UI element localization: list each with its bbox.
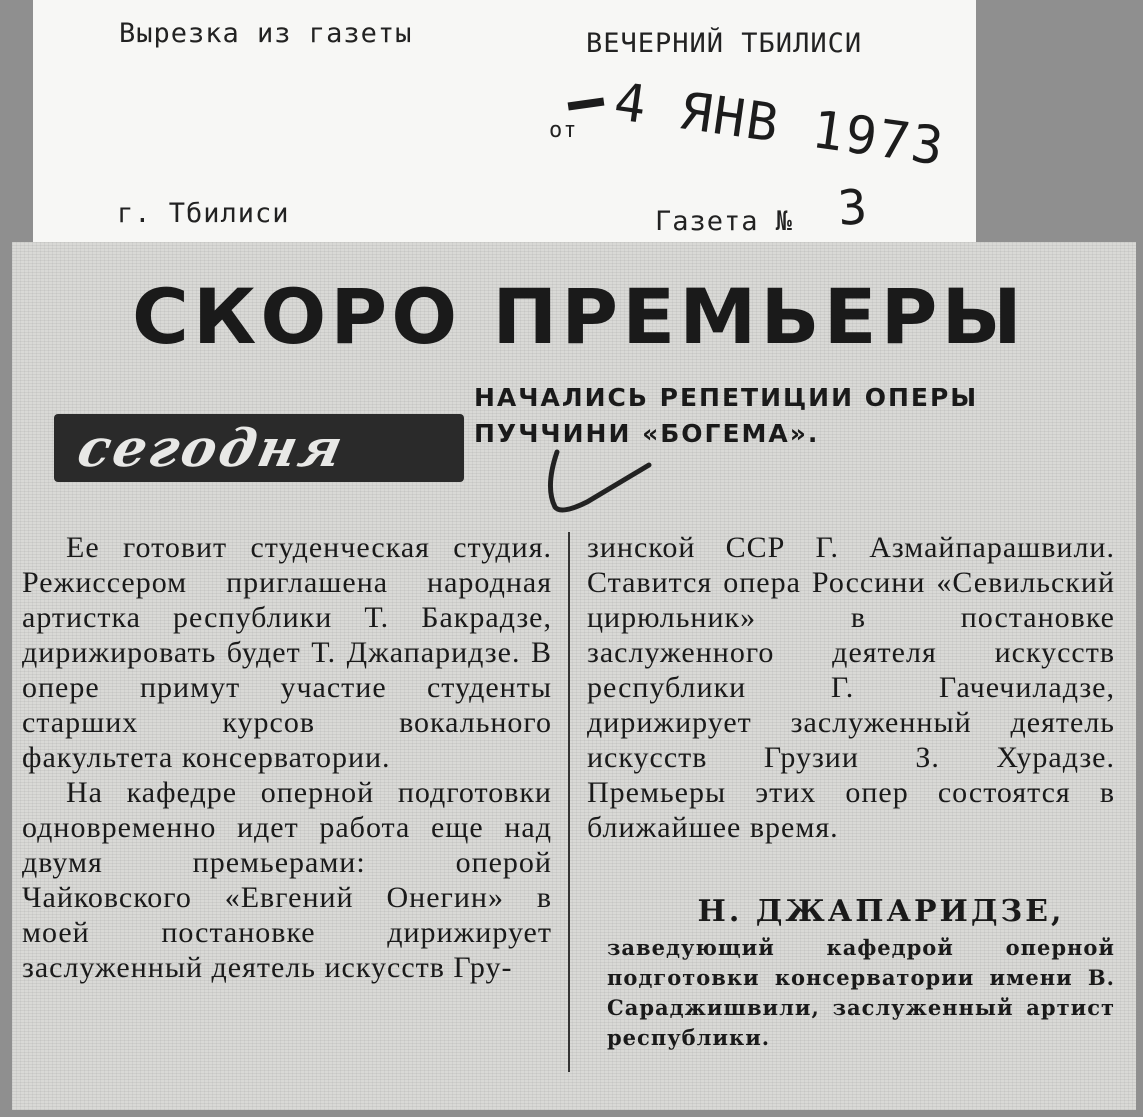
article-column-left <box>22 530 552 985</box>
city-label: г. Тбилиси <box>117 198 290 229</box>
clipping-label-card <box>33 0 976 242</box>
issue-number: 3 <box>836 179 869 237</box>
issue-label: Газета № <box>655 206 794 237</box>
author-title: заведующий кафедрой оперной подготовки консерватории имени В. Сараджишвили, заслуженный артист республики. <box>607 935 1115 1050</box>
stamp-dash <box>568 98 605 111</box>
headline: СКОРО ПРЕМЬЕРЫ <box>132 272 1026 361</box>
newspaper-clipping <box>12 242 1136 1110</box>
subheadline: НАЧАЛИСЬ РЕПЕТИЦИИ ОПЕРЫ ПУЧЧИНИ «БОГЕМА». <box>474 383 979 448</box>
paragraph: Ее готовит студенческая студия. Режиссером приглашена народная артистка республики Т. Бакрадзе, дирижировать будет Т. Джапаридзе. В опере примут участие студенты старших курсов вокального факультета консерватории. <box>22 531 552 774</box>
paragraph: зинской ССР Г. Азмайпарашвили. Ставится опера Россини «Севильский цирюльник» в постановке заслуженного деятеля искусств республики Г. Гачечиладзе, дирижирует заслуженный деятель искусств Грузии З. Хурадзе. Премьеры этих опер состоятся в ближайшее время. <box>587 531 1115 844</box>
date-from-label: от <box>549 118 578 143</box>
article-column-right <box>587 530 1115 845</box>
source-label: Вырезка из газеты <box>119 18 413 49</box>
rubric-text: сегодня <box>72 418 351 479</box>
column-divider <box>568 532 570 1072</box>
pen-checkmark-icon <box>527 447 657 517</box>
date-stamp: 4 ЯНВ 1973 <box>610 72 949 178</box>
author-name: Н. ДЖАПАРИДЗЕ, <box>697 894 1065 929</box>
newspaper-name: ВЕЧЕРНИЙ ТБИЛИСИ <box>586 28 863 59</box>
author-signature <box>587 894 1115 1053</box>
rubric-banner <box>54 414 464 482</box>
paragraph: На кафедре оперной подготовки одновременно идет работа еще над двумя премьерами: оперой Чайковского «Евгений Онегин» в моей постановке дирижирует заслуженный деятель искусств Гру- <box>22 776 552 984</box>
